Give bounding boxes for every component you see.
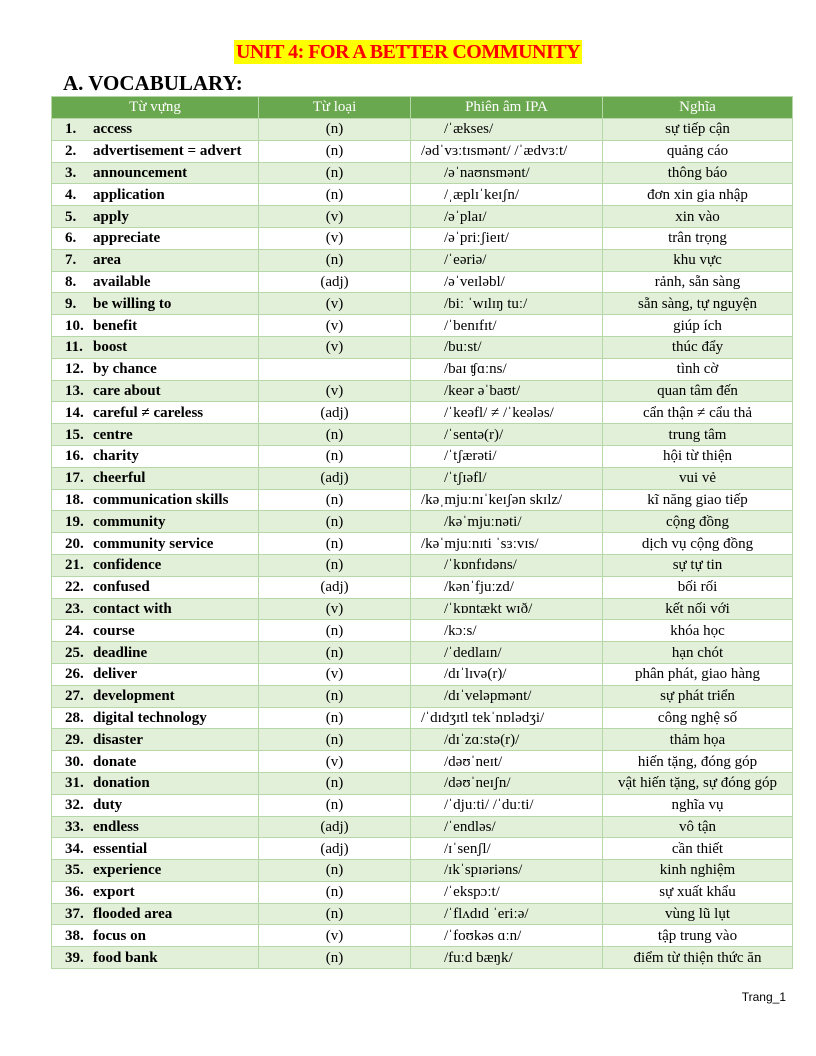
pos-cell: (n): [259, 860, 411, 882]
table-row: [52, 402, 793, 424]
ipa-cell: /ˈekspɔːt/: [411, 881, 603, 903]
meaning-cell: điểm từ thiện thức ăn: [603, 947, 793, 969]
ipa-cell: /ˈsentə(r)/: [411, 424, 603, 446]
row-number: 11.: [65, 339, 83, 356]
meaning-cell: hội từ thiện: [603, 445, 793, 467]
ipa-cell: /fuːd bæŋk/: [411, 947, 603, 969]
word-cell: [52, 642, 259, 664]
row-number: 27.: [65, 688, 84, 705]
word-text: access: [93, 121, 133, 138]
meaning-cell: thông báo: [603, 162, 793, 184]
table-row: [52, 554, 793, 576]
table-row: [52, 184, 793, 206]
table-row: [52, 119, 793, 141]
row-number: 16.: [65, 448, 84, 465]
table-row: [52, 903, 793, 925]
pos-cell: (v): [259, 925, 411, 947]
word-cell: [52, 794, 259, 816]
word-cell: [52, 881, 259, 903]
pos-cell: (adj): [259, 576, 411, 598]
title-wrapper: [0, 40, 816, 64]
ipa-cell: /baɪ ʧɑːns/: [411, 358, 603, 380]
row-number: 19.: [65, 513, 84, 530]
row-number: 28.: [65, 709, 84, 726]
pos-cell: (v): [259, 206, 411, 228]
meaning-cell: rảnh, sẵn sàng: [603, 271, 793, 293]
word-cell: [52, 707, 259, 729]
word-text: announcement: [93, 164, 188, 181]
table-row: [52, 336, 793, 358]
row-number: 6.: [65, 230, 77, 247]
word-text: appreciate: [93, 230, 161, 247]
word-cell: [52, 206, 259, 228]
meaning-cell: dịch vụ cộng đồng: [603, 533, 793, 555]
word-cell: [52, 620, 259, 642]
pos-cell: (n): [259, 707, 411, 729]
row-number: 17.: [65, 470, 84, 487]
word-cell: [52, 293, 259, 315]
word-text: deadline: [93, 644, 148, 661]
meaning-cell: cẩn thận ≠ cẩu thả: [603, 402, 793, 424]
pos-cell: (adj): [259, 271, 411, 293]
row-number: 33.: [65, 818, 84, 835]
meaning-cell: sự xuất khẩu: [603, 881, 793, 903]
table-row: [52, 467, 793, 489]
word-cell: [52, 119, 259, 141]
table-row: [52, 751, 793, 773]
ipa-cell: /ədˈvɜːtɪsmənt/ /ˈædvɜːt/: [411, 140, 603, 162]
table-row: [52, 685, 793, 707]
table-row: [52, 576, 793, 598]
meaning-cell: thảm họa: [603, 729, 793, 751]
word-text: communication skills: [93, 491, 229, 508]
ipa-cell: /əˈplaɪ/: [411, 206, 603, 228]
pos-cell: (n): [259, 424, 411, 446]
pos-cell: (v): [259, 315, 411, 337]
pos-cell: (n): [259, 620, 411, 642]
meaning-cell: cần thiết: [603, 838, 793, 860]
word-cell: [52, 140, 259, 162]
pos-cell: [259, 358, 411, 380]
table-row: [52, 511, 793, 533]
meaning-cell: phân phát, giao hàng: [603, 663, 793, 685]
word-cell: [52, 489, 259, 511]
word-text: community: [93, 513, 166, 530]
column-header-pos: Từ loại: [259, 97, 411, 119]
word-cell: [52, 685, 259, 707]
meaning-cell: tình cờ: [603, 358, 793, 380]
meaning-cell: trung tâm: [603, 424, 793, 446]
row-number: 7.: [65, 252, 77, 269]
table-row: [52, 663, 793, 685]
meaning-cell: khu vực: [603, 249, 793, 271]
row-number: 5.: [65, 208, 77, 225]
word-text: be willing to: [93, 295, 172, 312]
row-number: 24.: [65, 622, 84, 639]
word-text: deliver: [93, 666, 138, 683]
row-number: 39.: [65, 949, 84, 966]
word-cell: [52, 467, 259, 489]
ipa-cell: /buːst/: [411, 336, 603, 358]
row-number: 18.: [65, 491, 84, 508]
meaning-cell: xin vào: [603, 206, 793, 228]
pos-cell: (n): [259, 511, 411, 533]
word-cell: [52, 533, 259, 555]
ipa-cell: /ˈdɪdʒɪtl tekˈnɒlədʒi/: [411, 707, 603, 729]
word-text: careful ≠ careless: [93, 404, 204, 421]
pos-cell: (n): [259, 947, 411, 969]
table-row: [52, 794, 793, 816]
table-row: [52, 838, 793, 860]
pos-cell: (n): [259, 642, 411, 664]
meaning-cell: hạn chót: [603, 642, 793, 664]
word-text: experience: [93, 862, 162, 879]
word-cell: [52, 947, 259, 969]
table-row: [52, 227, 793, 249]
pos-cell: (v): [259, 336, 411, 358]
row-number: 34.: [65, 840, 84, 857]
word-text: disaster: [93, 731, 143, 748]
row-number: 10.: [65, 317, 84, 334]
ipa-cell: /kɔːs/: [411, 620, 603, 642]
pos-cell: (v): [259, 293, 411, 315]
ipa-cell: /kəˈmjuːnɪti ˈsɜːvɪs/: [411, 533, 603, 555]
ipa-cell: /ˈdjuːti/ /ˈduːti/: [411, 794, 603, 816]
pos-cell: (n): [259, 881, 411, 903]
ipa-cell: /ˈflʌdɪd ˈeriːə/: [411, 903, 603, 925]
ipa-cell: /ˈdedlaɪn/: [411, 642, 603, 664]
row-number: 2.: [65, 143, 77, 160]
table-row: [52, 315, 793, 337]
pos-cell: (v): [259, 227, 411, 249]
column-header-ipa: Phiên âm IPA: [411, 97, 603, 119]
row-number: 25.: [65, 644, 84, 661]
table-row: [52, 816, 793, 838]
row-number: 36.: [65, 884, 84, 901]
section-heading: A. VOCABULARY:: [63, 71, 243, 95]
row-number: 1.: [65, 121, 77, 138]
ipa-cell: /əˈveɪləbl/: [411, 271, 603, 293]
pos-cell: (n): [259, 533, 411, 555]
table-row: [52, 707, 793, 729]
word-cell: [52, 380, 259, 402]
word-cell: [52, 358, 259, 380]
ipa-cell: /ˈtʃɪəfl/: [411, 467, 603, 489]
row-number: 30.: [65, 753, 84, 770]
page-footer: Trang_1: [741, 990, 786, 1004]
ipa-cell: /dɪˈlɪvə(r)/: [411, 663, 603, 685]
meaning-cell: công nghệ số: [603, 707, 793, 729]
table-row: [52, 729, 793, 751]
table-row: [52, 620, 793, 642]
word-text: available: [93, 273, 151, 290]
meaning-cell: sự phát triển: [603, 685, 793, 707]
row-number: 13.: [65, 382, 84, 399]
ipa-cell: /dɪˈveləpmənt/: [411, 685, 603, 707]
word-cell: [52, 860, 259, 882]
ipa-cell: /ˈkeəfl/ ≠ /ˈkeələs/: [411, 402, 603, 424]
column-header-word: Từ vựng: [52, 97, 259, 119]
meaning-cell: sự tự tin: [603, 554, 793, 576]
meaning-cell: kĩ năng giao tiếp: [603, 489, 793, 511]
meaning-cell: vui vẻ: [603, 467, 793, 489]
ipa-cell: /biː ˈwɪlɪŋ tuː/: [411, 293, 603, 315]
word-cell: [52, 445, 259, 467]
table-row: [52, 598, 793, 620]
meaning-cell: sự tiếp cận: [603, 119, 793, 141]
row-number: 12.: [65, 361, 84, 378]
word-text: confused: [93, 579, 150, 596]
word-cell: [52, 424, 259, 446]
word-cell: [52, 315, 259, 337]
ipa-cell: /kənˈfjuːzd/: [411, 576, 603, 598]
ipa-cell: /kəˈmjuːnəti/: [411, 511, 603, 533]
table-row: [52, 424, 793, 446]
pos-cell: (n): [259, 140, 411, 162]
ipa-cell: /ˈækses/: [411, 119, 603, 141]
meaning-cell: hiến tặng, đóng góp: [603, 751, 793, 773]
row-number: 35.: [65, 862, 84, 879]
pos-cell: (adj): [259, 467, 411, 489]
row-number: 22.: [65, 579, 84, 596]
ipa-cell: /ˈfoʊkəs ɑːn/: [411, 925, 603, 947]
word-cell: [52, 751, 259, 773]
row-number: 15.: [65, 426, 84, 443]
row-number: 14.: [65, 404, 84, 421]
row-number: 38.: [65, 927, 84, 944]
table-row: [52, 358, 793, 380]
word-text: endless: [93, 818, 139, 835]
word-text: community service: [93, 535, 214, 552]
meaning-cell: khóa học: [603, 620, 793, 642]
meaning-cell: quan tâm đến: [603, 380, 793, 402]
word-cell: [52, 184, 259, 206]
word-cell: [52, 903, 259, 925]
row-number: 3.: [65, 164, 77, 181]
word-text: duty: [93, 797, 123, 814]
row-number: 9.: [65, 295, 77, 312]
ipa-cell: /ˈeəriə/: [411, 249, 603, 271]
word-cell: [52, 663, 259, 685]
word-text: boost: [93, 339, 128, 356]
ipa-cell: /əˈpriːʃieɪt/: [411, 227, 603, 249]
meaning-cell: nghĩa vụ: [603, 794, 793, 816]
column-header-meaning: Nghĩa: [603, 97, 793, 119]
table-row: [52, 293, 793, 315]
word-text: advertisement = advert: [93, 143, 242, 160]
pos-cell: (v): [259, 663, 411, 685]
pos-cell: (n): [259, 554, 411, 576]
word-cell: [52, 336, 259, 358]
page-title: UNIT 4: FOR A BETTER COMMUNITY: [235, 41, 581, 63]
table-row: [52, 445, 793, 467]
pos-cell: (n): [259, 445, 411, 467]
pos-cell: (n): [259, 772, 411, 794]
pos-cell: (v): [259, 380, 411, 402]
pos-cell: (n): [259, 249, 411, 271]
row-number: 23.: [65, 600, 84, 617]
pos-cell: (n): [259, 184, 411, 206]
table-row: [52, 162, 793, 184]
vocabulary-body: [52, 119, 793, 969]
meaning-cell: quảng cáo: [603, 140, 793, 162]
word-text: digital technology: [93, 709, 207, 726]
table-row: [52, 925, 793, 947]
pos-cell: (adj): [259, 816, 411, 838]
ipa-cell: /keər əˈbaʊt/: [411, 380, 603, 402]
meaning-cell: đơn xin gia nhập: [603, 184, 793, 206]
word-text: export: [93, 884, 135, 901]
pos-cell: (adj): [259, 838, 411, 860]
word-cell: [52, 162, 259, 184]
meaning-cell: vô tận: [603, 816, 793, 838]
table-row: [52, 772, 793, 794]
pos-cell: (n): [259, 119, 411, 141]
row-number: 20.: [65, 535, 84, 552]
word-text: contact with: [93, 600, 172, 617]
table-row: [52, 206, 793, 228]
table-row: [52, 249, 793, 271]
ipa-cell: /dəʊˈneɪʃn/: [411, 772, 603, 794]
row-number: 37.: [65, 906, 84, 923]
word-cell: [52, 576, 259, 598]
ipa-cell: /dəʊˈneɪt/: [411, 751, 603, 773]
pos-cell: (n): [259, 162, 411, 184]
ipa-cell: /kəˌmjuːnɪˈkeɪʃən skɪlz/: [411, 489, 603, 511]
word-text: focus on: [93, 927, 146, 944]
row-number: 26.: [65, 666, 84, 683]
table-row: [52, 140, 793, 162]
meaning-cell: thúc đẩy: [603, 336, 793, 358]
meaning-cell: sẵn sàng, tự nguyện: [603, 293, 793, 315]
word-text: area: [93, 252, 122, 269]
word-text: course: [93, 622, 135, 639]
word-text: donate: [93, 753, 137, 770]
meaning-cell: kết nối với: [603, 598, 793, 620]
pos-cell: (n): [259, 903, 411, 925]
word-cell: [52, 271, 259, 293]
ipa-cell: /dɪˈzɑːstə(r)/: [411, 729, 603, 751]
meaning-cell: vùng lũ lụt: [603, 903, 793, 925]
ipa-cell: /ɪˈsenʃl/: [411, 838, 603, 860]
table-row: [52, 947, 793, 969]
table-row: [52, 271, 793, 293]
table-row: [52, 380, 793, 402]
pos-cell: (n): [259, 729, 411, 751]
meaning-cell: vật hiến tặng, sự đóng góp: [603, 772, 793, 794]
word-cell: [52, 729, 259, 751]
word-cell: [52, 925, 259, 947]
row-number: 4.: [65, 186, 77, 203]
word-text: flooded area: [93, 906, 173, 923]
word-cell: [52, 227, 259, 249]
table-row: [52, 489, 793, 511]
ipa-cell: /əˈnaʊnsmənt/: [411, 162, 603, 184]
word-text: essential: [93, 840, 148, 857]
pos-cell: (n): [259, 794, 411, 816]
word-cell: [52, 838, 259, 860]
word-text: charity: [93, 448, 139, 465]
ipa-cell: /ˈkɒntækt wɪð/: [411, 598, 603, 620]
pos-cell: (adj): [259, 402, 411, 424]
word-cell: [52, 598, 259, 620]
row-number: 21.: [65, 557, 84, 574]
ipa-cell: /ˌæplɪˈkeɪʃn/: [411, 184, 603, 206]
word-cell: [52, 554, 259, 576]
word-text: by chance: [93, 361, 157, 378]
word-text: donation: [93, 775, 150, 792]
ipa-cell: /ˈtʃærəti/: [411, 445, 603, 467]
word-cell: [52, 816, 259, 838]
meaning-cell: cộng đồng: [603, 511, 793, 533]
row-number: 29.: [65, 731, 84, 748]
meaning-cell: trân trọng: [603, 227, 793, 249]
word-cell: [52, 249, 259, 271]
word-cell: [52, 511, 259, 533]
row-number: 31.: [65, 775, 84, 792]
meaning-cell: giúp ích: [603, 315, 793, 337]
vocabulary-table: [51, 96, 793, 969]
row-number: 8.: [65, 273, 77, 290]
meaning-cell: bối rối: [603, 576, 793, 598]
word-text: food bank: [93, 949, 158, 966]
word-text: application: [93, 186, 165, 203]
word-text: apply: [93, 208, 129, 225]
table-header-row: [52, 97, 793, 119]
word-text: benefit: [93, 317, 138, 334]
word-text: development: [93, 688, 175, 705]
pos-cell: (v): [259, 751, 411, 773]
meaning-cell: kinh nghiệm: [603, 860, 793, 882]
word-text: cheerful: [93, 470, 146, 487]
word-text: confidence: [93, 557, 162, 574]
table-row: [52, 881, 793, 903]
row-number: 32.: [65, 797, 84, 814]
pos-cell: (n): [259, 685, 411, 707]
word-text: care about: [93, 382, 161, 399]
ipa-cell: /ˈendləs/: [411, 816, 603, 838]
table-row: [52, 533, 793, 555]
word-cell: [52, 402, 259, 424]
pos-cell: (v): [259, 598, 411, 620]
table-row: [52, 642, 793, 664]
ipa-cell: /ɪkˈspɪəriəns/: [411, 860, 603, 882]
word-cell: [52, 772, 259, 794]
ipa-cell: /ˈkɒnfɪdəns/: [411, 554, 603, 576]
meaning-cell: tập trung vào: [603, 925, 793, 947]
ipa-cell: /ˈbenɪfɪt/: [411, 315, 603, 337]
word-text: centre: [93, 426, 133, 443]
pos-cell: (n): [259, 489, 411, 511]
table-row: [52, 860, 793, 882]
